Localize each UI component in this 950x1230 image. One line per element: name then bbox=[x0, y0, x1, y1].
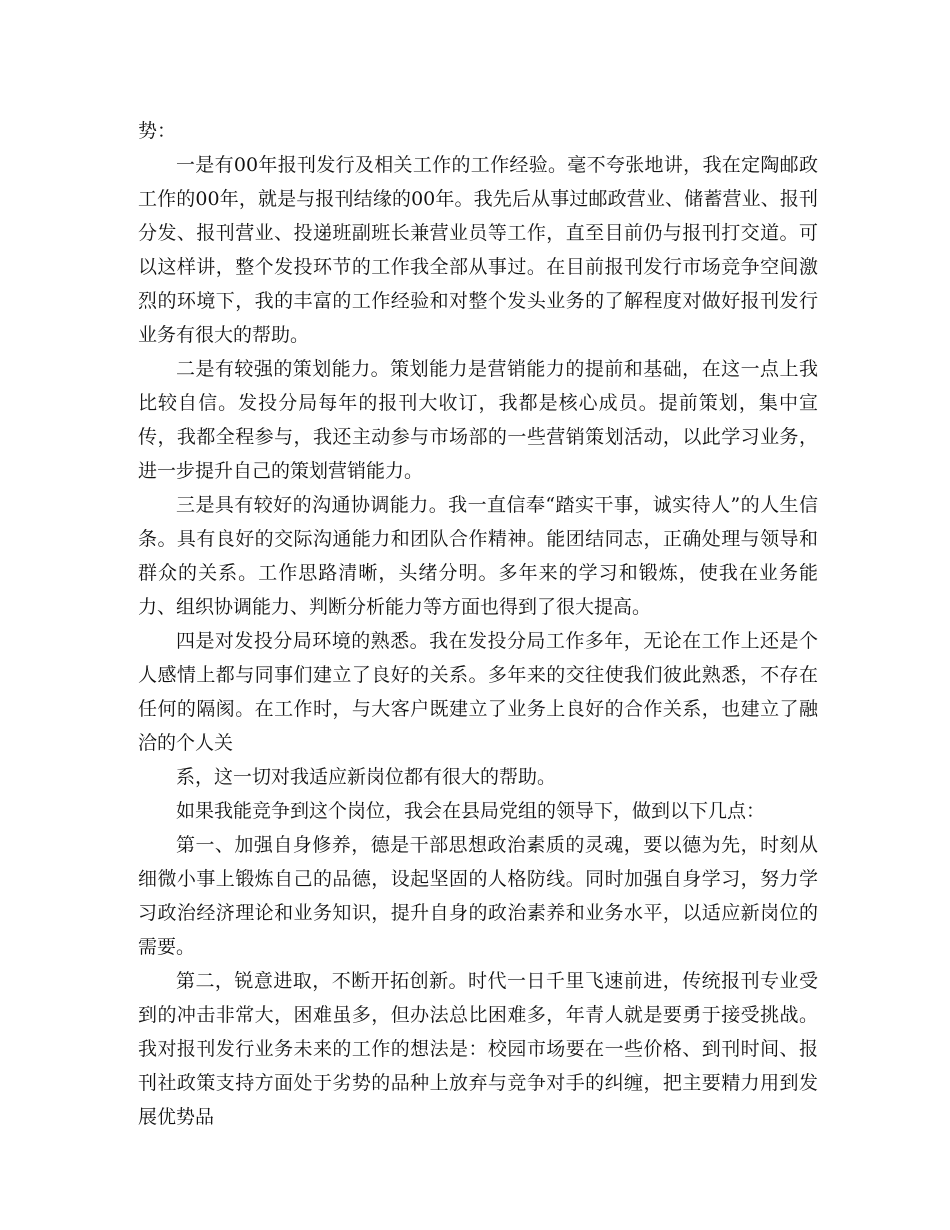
paragraph-continuation: 势： bbox=[138, 120, 177, 142]
document-page bbox=[138, 114, 818, 1134]
paragraph-experience: 一是有00年报刊发行及相关工作的工作经验。毫不夸张地讲，我在定陶邮政工作的00年，就是与报刊结缘的00年。我先后从事过邮政营业、储蓄营业、报刊分发、报刊营业、投递班副班长兼营业员等工作，直至目前仍与报刊打交道。可以这样讲，整个发投环节的工作我全部从事过。在目前报刊发行市场竞争空间激烈的环境下，我的丰富的工作经验和对整个发头业务的了解程度对做好报刊发行业务有很大的帮助。 bbox=[138, 154, 818, 346]
paragraph-commitment: 如果我能竞争到这个岗位，我会在县局党组的领导下，做到以下几点： bbox=[176, 800, 766, 822]
paragraph-point-two: 第二，锐意进取，不断开拓创新。时代一日千里飞速前进，传统报刊专业受到的冲击非常大，困难虽多，但办法总比困难多，年青人就是要勇于接受挑战。我对报刊发行业务未来的工作的想法是：校园市场要在一些价格、到刊时间、报刊社政策支持方面处于劣势的品种上放弃与竞争对手的纠缠，把主要精力用到发展优势品 bbox=[138, 970, 818, 1128]
paragraph-environment-cont: 系，这一切对我适应新岗位都有很大的帮助。 bbox=[176, 766, 557, 788]
paragraph-communication: 三是具有较好的沟通协调能力。我一直信奉“踏实干事，诚实待人”的人生信条。具有良好的交际沟通能力和团队合作精神。能团结同志，正确处理与领导和群众的关系。工作思路清晰，头绪分明。多年来的学习和锻炼，使我在业务能力、组织协调能力、判断分析能力等方面也得到了很大提高。 bbox=[138, 494, 818, 618]
paragraph-planning: 二是有较强的策划能力。策划能力是营销能力的提前和基础，在这一点上我比较自信。发投分局每年的报刊大收订，我都是核心成员。提前策划，集中宣传，我都全程参与，我还主动参与市场部的一些营销策划活动，以此学习业务，进一步提升自己的策划营销能力。 bbox=[138, 358, 818, 482]
paragraph-environment: 四是对发投分局环境的熟悉。我在发投分局工作多年，无论在工作上还是个人感情上都与同事们建立了良好的关系。多年来的交往使我们彼此熟悉，不存在任何的隔阂。在工作时，与大客户既建立了业务上良好的合作关系，也建立了融洽的个人关 bbox=[138, 630, 818, 754]
paragraph-point-one: 第一、加强自身修养，德是干部思想政治素质的灵魂，要以德为先，时刻从细微小事上锻炼自己的品德，设起坚固的人格防线。同时加强自身学习，努力学习政治经济理论和业务知识，提升自身的政治素养和业务水平，以适应新岗位的需要。 bbox=[138, 834, 818, 958]
